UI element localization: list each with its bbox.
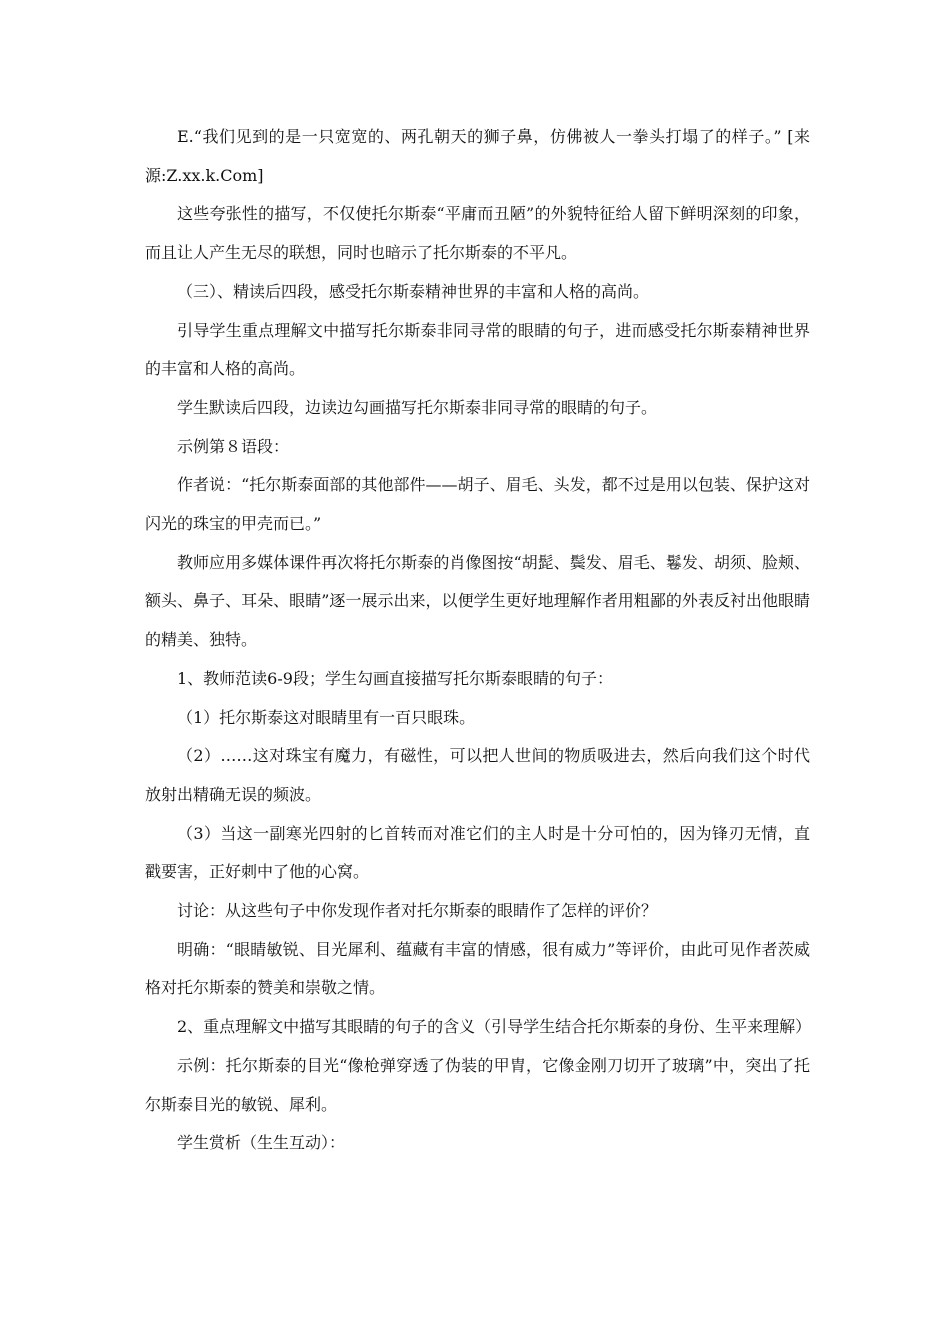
paragraph-section-three-heading: （三）、精读后四段，感受托尔斯泰精神世界的丰富和人格的高尚。: [177, 281, 650, 301]
paragraph-guide-students: 引导学生重点理解文中描写托尔斯泰非同寻常的眼睛的句子，进而感受托尔斯泰精神世界的丰富和人格的高尚。: [145, 320, 810, 379]
document-body: [145, 118, 810, 1163]
paragraph-example-eight: 示例第８语段：: [177, 436, 290, 456]
paragraph-gaze-example: 示例：托尔斯泰的目光“像枪弹穿透了伪装的甲胄，它像金刚刀切开了玻璃”中，突出了托尔斯泰目光的敏锐、犀利。: [145, 1055, 810, 1114]
paragraph-example-e: E.“我们见到的是一只宽宽的、两孔朝天的狮子鼻，仿佛被人一拳头打塌了的样子。” [来源:Z.xx.k.Com]: [145, 127, 810, 185]
paragraph-clarification: 明确：“眼睛敏锐、目光犀利、蕴藏有丰富的情感，很有威力”等评价，由此可见作者茨威格对托尔斯泰的赞美和崇敬之情。: [145, 939, 810, 998]
paragraph-student-appreciation: 学生赏析（生生互动）：: [177, 1133, 346, 1153]
paragraph-eye-sentence-2: （2）……这对珠宝有魔力，有磁性，可以把人世间的物质吸进去，然后向我们这个时代放射出精确无误的频波。: [145, 746, 810, 804]
paragraph-exaggeration-analysis: 这些夸张性的描写，不仅使托尔斯泰“平庸而丑陋”的外貌特征给人留下鲜明深刻的印象，而且让人产生无尽的联想，同时也暗示了托尔斯泰的不平凡。: [145, 204, 810, 263]
paragraph-discussion: 讨论：从这些句子中你发现作者对托尔斯泰的眼睛作了怎样的评价？: [177, 901, 658, 921]
paragraph-eye-sentence-1: （1）托尔斯泰这对眼睛里有一百只眼珠。: [177, 707, 476, 727]
paragraph-eye-sentence-3: （3）当这一副寒光四射的匕首转而对准它们的主人时是十分可怕的，因为锋刃无情，直戳要害，正好刺中了他的心窝。: [145, 823, 810, 882]
paragraph-multimedia-portrait: 教师应用多媒体课件再次将托尔斯泰的肖像图按“胡髭、鬓发、眉毛、鬈发、胡须、脸颊、额头、鼻子、耳朵、眼睛”逐一展示出来，以便学生更好地理解作者用粗鄙的外表反衬出他眼睛的精美、独特。: [145, 552, 810, 650]
paragraph-silent-reading: 学生默读后四段，边读边勾画描写托尔斯泰非同寻常的眼睛的句子。: [177, 397, 658, 417]
paragraph-key-understanding: 2、重点理解文中描写其眼睛的句子的含义（引导学生结合托尔斯泰的身份、生平来理解）: [177, 1017, 812, 1037]
paragraph-author-quote: 作者说：“托尔斯泰面部的其他部件——胡子、眉毛、头发，都不过是用以包装、保护这对闪光的珠宝的甲壳而已。”: [145, 475, 810, 534]
paragraph-teacher-reading: 1、教师范读6-9段；学生勾画直接描写托尔斯泰眼睛的句子：: [177, 668, 613, 688]
